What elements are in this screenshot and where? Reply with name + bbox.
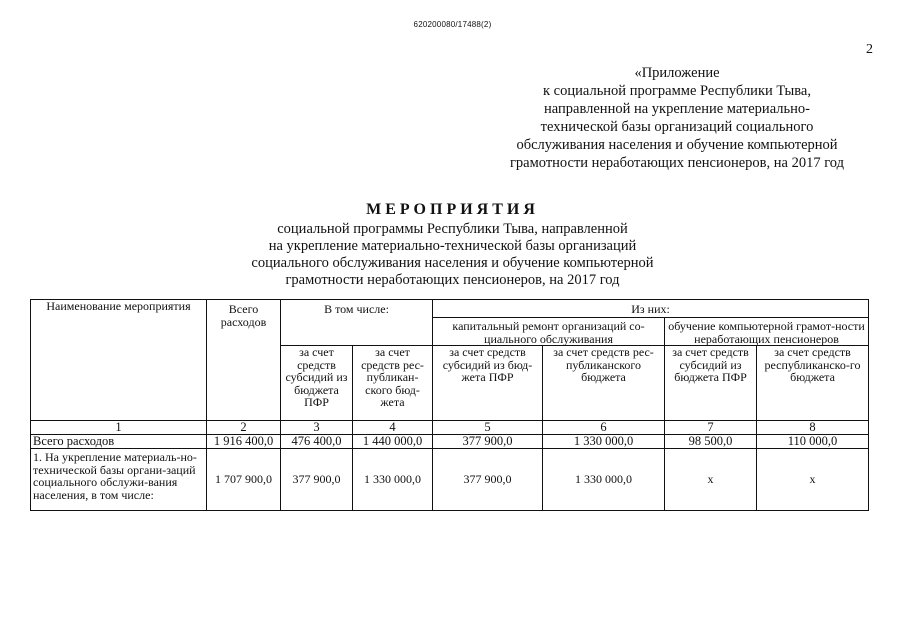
subtitle-line: социальной программы Республики Тыва, направленной bbox=[277, 221, 628, 237]
appendix-line: технической базы организаций социального bbox=[540, 119, 814, 135]
header-col7: за счет средств субсидий из бюджета ПФР bbox=[665, 346, 757, 421]
appendix-line: обслуживания населения и обучение компьютерной bbox=[516, 137, 838, 153]
row-value: х bbox=[665, 449, 757, 511]
header-name: Наименование мероприятия bbox=[31, 300, 207, 421]
appendix-line: к социальной программе Республики Тыва, bbox=[543, 83, 811, 99]
subtitle-line: грамотности неработающих пенсионеров, на 2017 год bbox=[285, 272, 620, 288]
row-value: 377 900,0 bbox=[433, 435, 543, 449]
column-number: 6 bbox=[543, 421, 665, 435]
document-id: 620200080/17488(2) bbox=[413, 20, 492, 29]
header-col5: за счет средств субсидий из бюд-жета ПФР bbox=[433, 346, 543, 421]
column-number: 2 bbox=[207, 421, 281, 435]
appendix-line: «Приложение bbox=[634, 65, 720, 81]
row-value: 1 330 000,0 bbox=[543, 449, 665, 511]
column-number: 4 bbox=[353, 421, 433, 435]
row-value: 1 916 400,0 bbox=[207, 435, 281, 449]
row-value: 377 900,0 bbox=[433, 449, 543, 511]
header-of-them: Из них: bbox=[433, 300, 869, 318]
row-value: 1 707 900,0 bbox=[207, 449, 281, 511]
appendix-line: грамотности неработающих пенсионеров, на 2017 год bbox=[509, 155, 845, 171]
header-total: Всего расходов bbox=[207, 300, 281, 421]
column-number: 5 bbox=[433, 421, 543, 435]
activities-table bbox=[30, 299, 869, 511]
row-value: 98 500,0 bbox=[665, 435, 757, 449]
page-number: 2 bbox=[866, 42, 873, 57]
document-title: МЕРОПРИЯТИЯ bbox=[366, 201, 539, 218]
row-name: Всего расходов bbox=[31, 435, 207, 449]
row-value: 1 440 000,0 bbox=[353, 435, 433, 449]
appendix-line: направленной на укрепление материально- bbox=[544, 101, 810, 117]
header-col8: за счет средств республиканско-го бюджета bbox=[757, 346, 869, 421]
row-value: 110 000,0 bbox=[757, 435, 869, 449]
header-group-repair: капитальный ремонт организаций со-циального обслуживания bbox=[433, 318, 665, 346]
table-row bbox=[31, 449, 869, 511]
appendix-heading bbox=[497, 64, 857, 172]
header-group-training: обучение компьютерной грамот-ности неработающих пенсионеров bbox=[665, 318, 869, 346]
row-value: 377 900,0 bbox=[281, 449, 353, 511]
header-col3: за счет средств субсидий из бюджета ПФР bbox=[281, 346, 353, 421]
column-number: 7 bbox=[665, 421, 757, 435]
subtitle-line: на укрепление материально-технической базы организаций bbox=[268, 238, 637, 254]
header-including: В том числе: bbox=[281, 300, 433, 346]
row-name: 1. На укрепление материаль-но-технической базы органи-заций социального обслужи-вания населения, в том числе: bbox=[31, 449, 207, 511]
column-number: 3 bbox=[281, 421, 353, 435]
header-col6: за счет средств рес-публиканского бюджета bbox=[543, 346, 665, 421]
row-value: 1 330 000,0 bbox=[353, 449, 433, 511]
subtitle-line: социального обслуживания населения и обучение компьютерной bbox=[251, 255, 654, 271]
column-number: 8 bbox=[757, 421, 869, 435]
document-subtitle bbox=[0, 221, 905, 289]
column-number: 1 bbox=[31, 421, 207, 435]
header-col4: за счет средств рес-публикан-ского бюд-жета bbox=[353, 346, 433, 421]
row-value: х bbox=[757, 449, 869, 511]
row-value: 1 330 000,0 bbox=[543, 435, 665, 449]
column-number-row bbox=[31, 421, 869, 435]
row-value: 476 400,0 bbox=[281, 435, 353, 449]
table-row bbox=[31, 435, 869, 449]
